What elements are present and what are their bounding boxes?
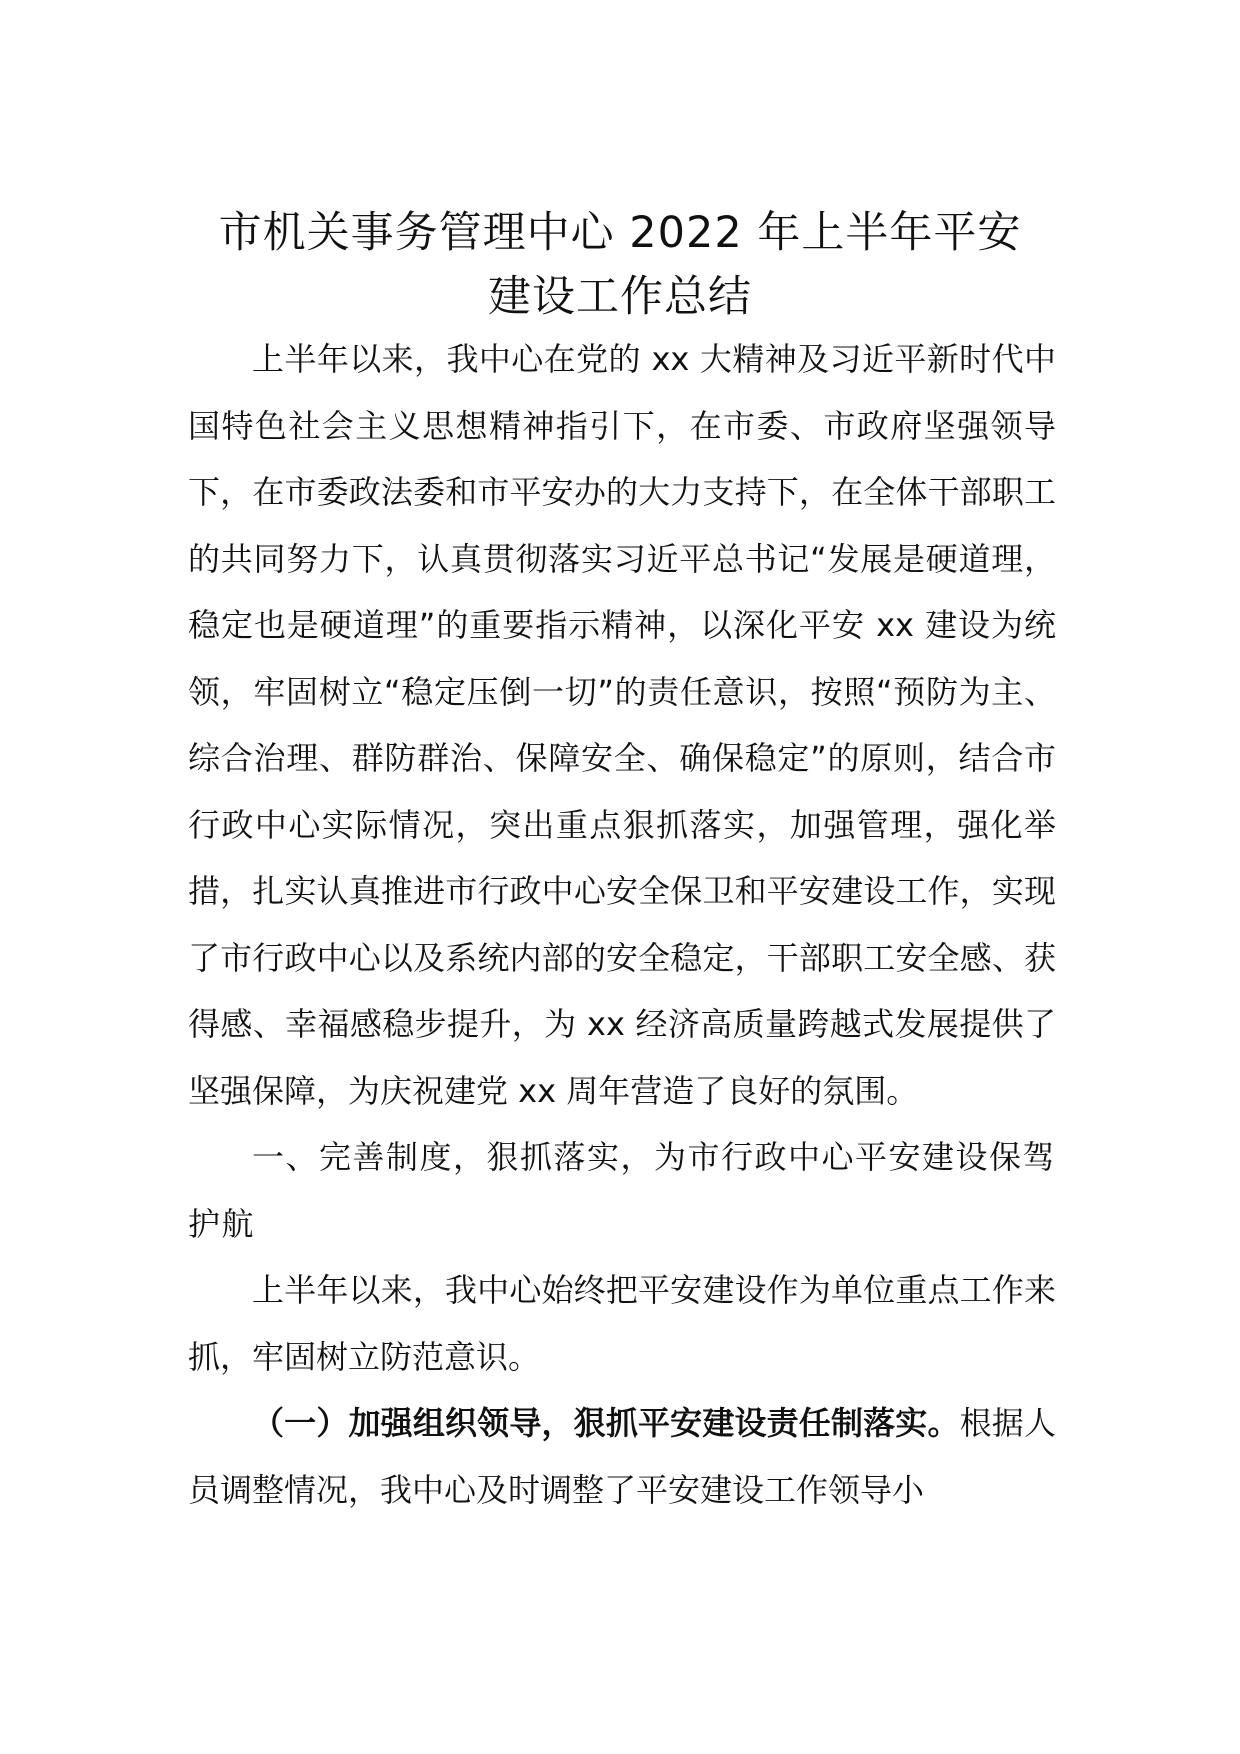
section-1-paragraph: 上半年以来，我中心始终把平安建设作为单位重点工作来抓，牢固树立防范意识。 [188,1271,1056,1376]
title-line-2: 建设工作总结 [488,271,752,322]
intro-paragraph: 上半年以来，我中心在党的 xx 大精神及习近平新时代中国特色社会主义思想精神指引下，在市委、市政府坚强领导下，在市委政法委和市平安办的大力支持下，在全体干部职工的共同努力下，认真贯彻落实习近平总书记“发展是硬道理，稳定也是硬道理”的重要指示精神，以深化平安 xx 建设为统领，牢固树立“稳定压倒一切”的责任意识，按照“预防为主、综合治理、群防群治、保障安全、确保稳定”的原则，结合市行政中心实际情况，突出重点狠抓落实，加强管理，强化举措，扎实认真推进市行政中心安全保卫和平安建设工作，实现了市行政中心以及系统内部的安全稳定，干部职工安全感、获得感、幸福感稳步提升，为 xx 经济高质量跨越式发展提供了坚强保障，为庆祝建党 xx 周年营造了良好的氛围。 [188,340,1056,1110]
document-body [188,326,1056,1523]
document-title [150,201,1090,329]
subsection-1-paragraph [188,1390,1056,1523]
title-line-1: 市机关事务管理中心 2022 年上半年平安 [218,207,1022,258]
subsection-1-heading: （一）加强组织领导，狠抓平安建设责任制落实。 [252,1404,960,1442]
section-1-heading: 一、完善制度，狠抓落实，为市行政中心平安建设保驾护航 [188,1138,1057,1243]
subsection-1-text: 根据人员调整情况，我中心及时调整了平安建设工作领导小 [188,1404,1056,1509]
